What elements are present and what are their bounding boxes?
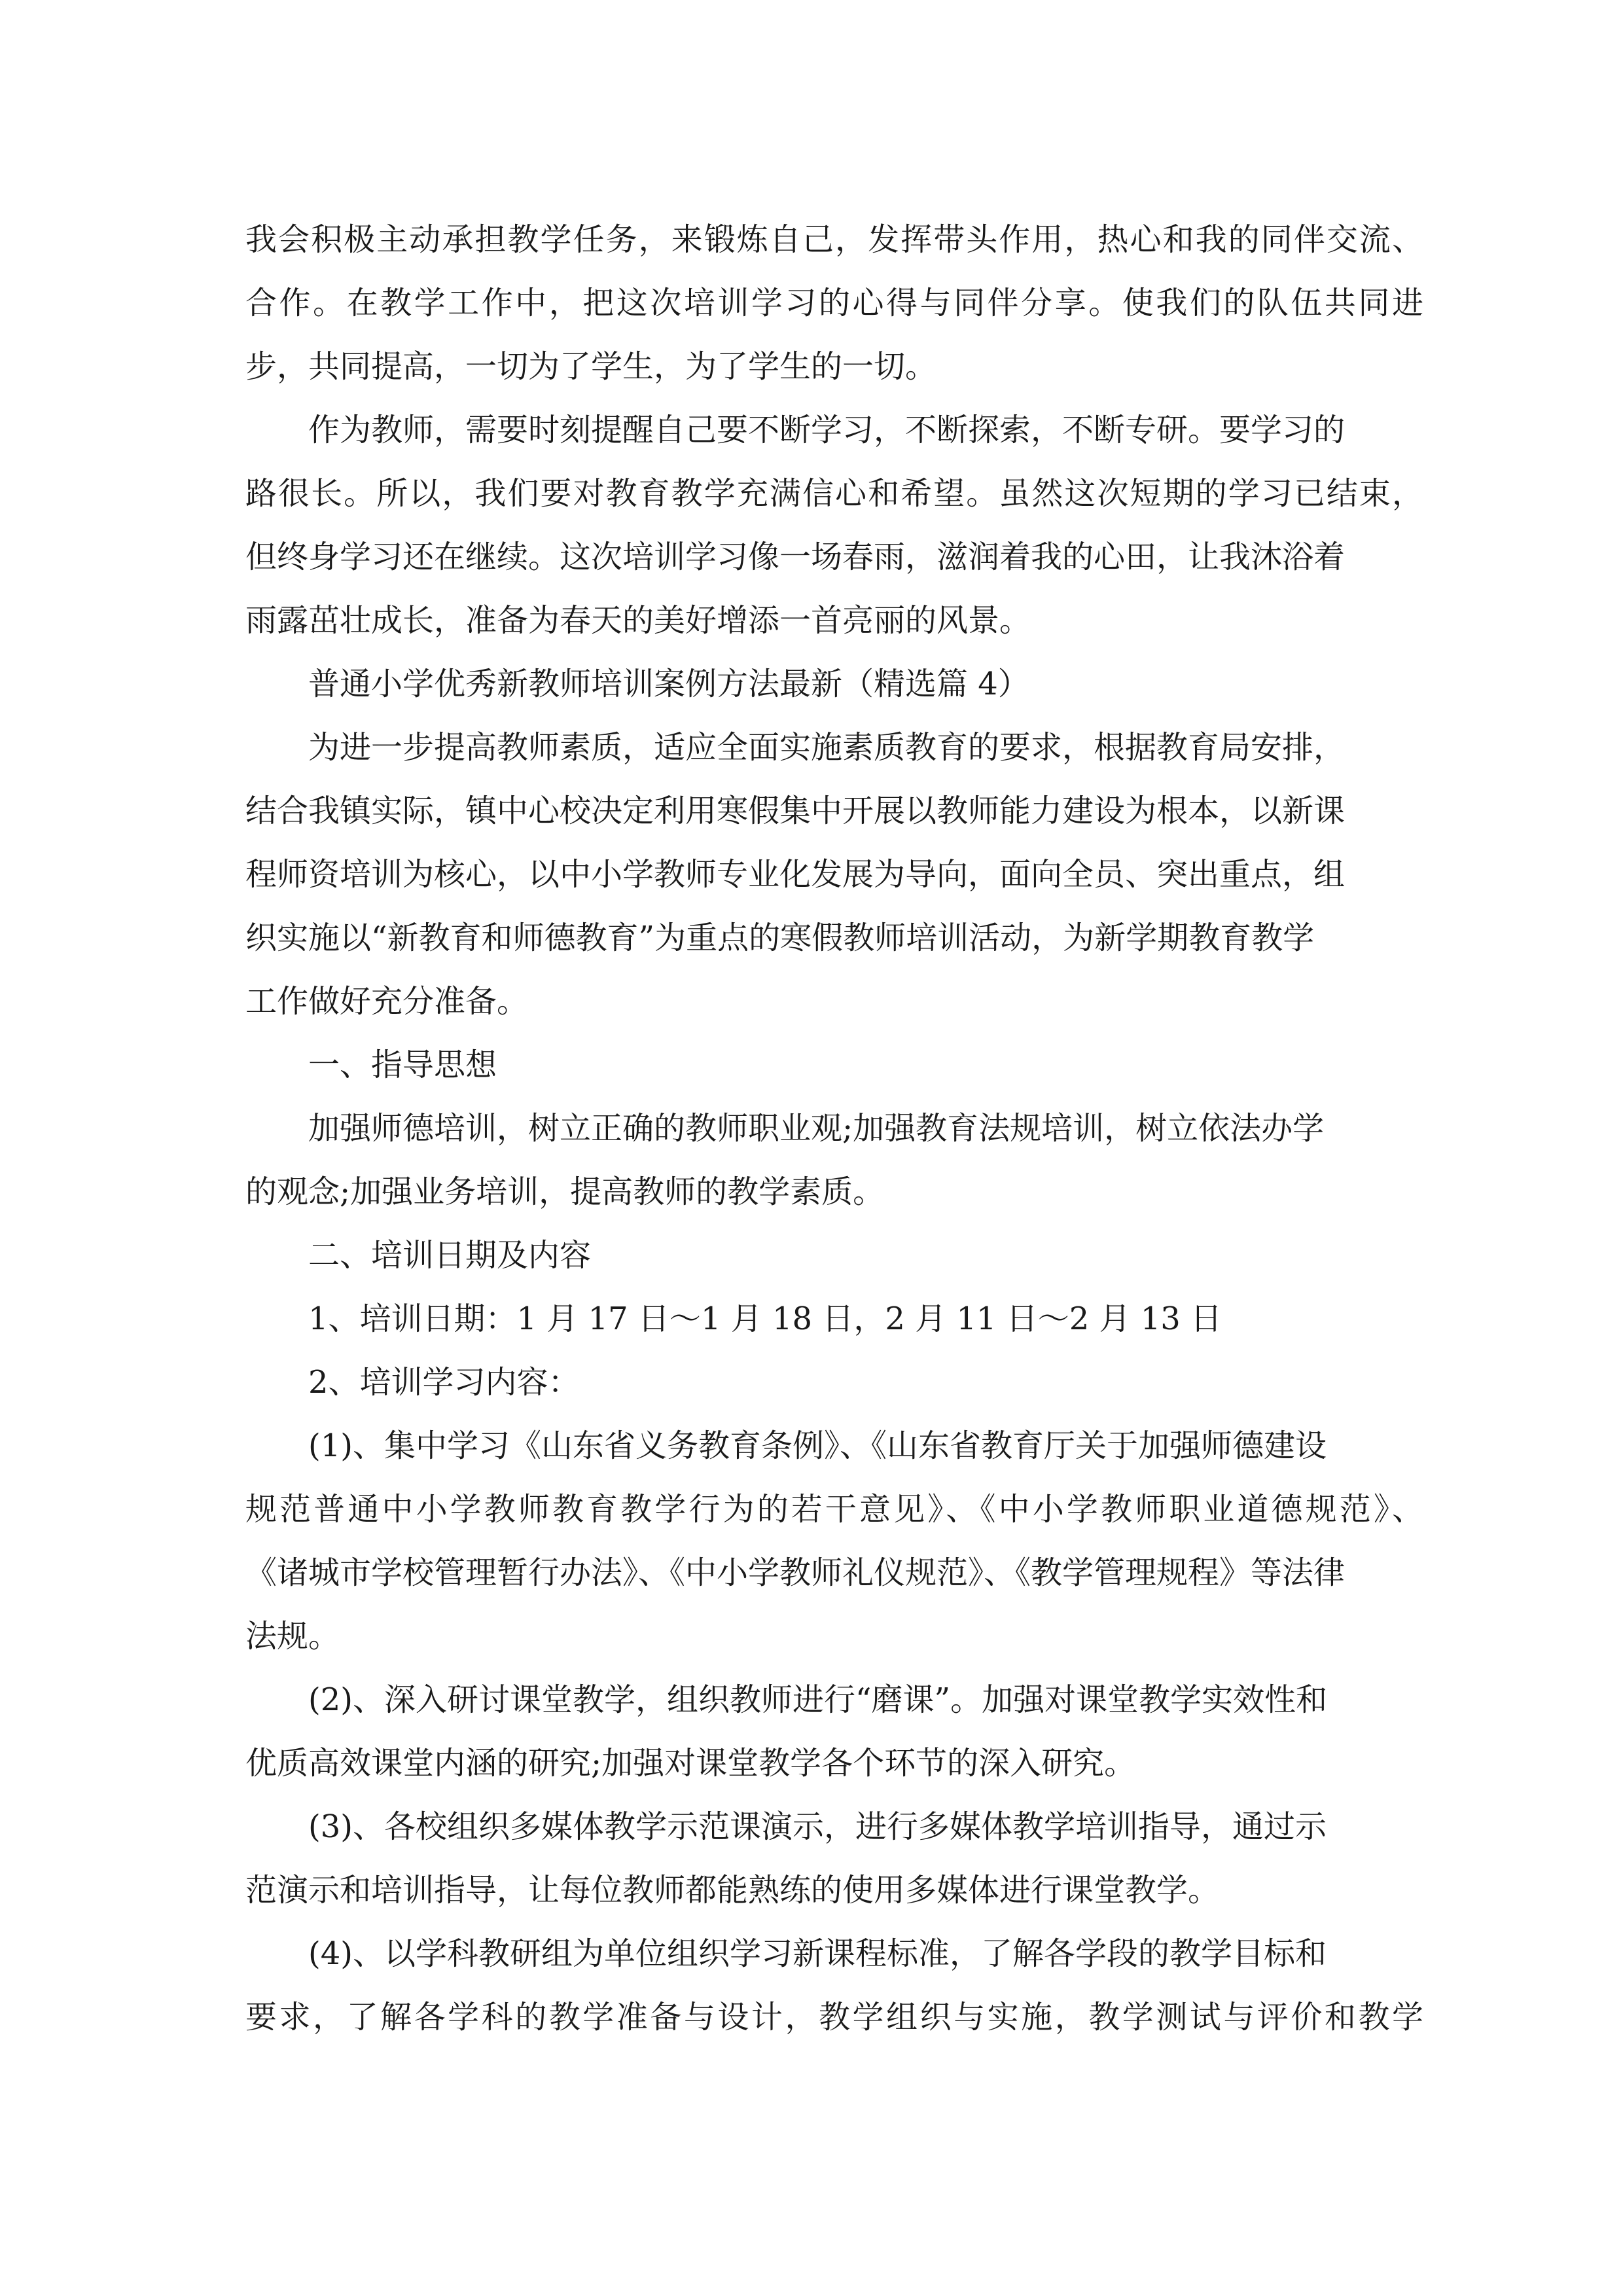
- training-content-heading: 2、培训学习内容：: [308, 1364, 580, 1401]
- text-line: 的观念;加强业务培训，提高教师的教学素质。: [245, 1174, 885, 1210]
- text-line: 规范普通中小学教师教育教学行为的若干意见》、《中小学教师职业道德规范》、: [245, 1491, 1423, 1528]
- text-line: 我会积极主动承担教学任务，来锻炼自己，发挥带头作用，热心和我的同伴交流、: [245, 221, 1423, 258]
- text-line: 程师资培训为核心，以中小学教师专业化发展为导向，面向全员、突出重点，组: [245, 856, 1346, 893]
- text-line: 结合我镇实际，镇中心校决定利用寒假集中开展以教师能力建设为根本，以新课: [245, 793, 1346, 829]
- text-line: 《诸城市学校管理暂行办法》、《中小学教师礼仪规范》、《教学管理规程》等法律: [245, 1554, 1346, 1591]
- list-item-3: (3)、各校组织多媒体教学示范课演示，进行多媒体教学培训指导，通过示: [308, 1808, 1327, 1845]
- list-item-2: (2)、深入研讨课堂教学，组织教师进行“磨课”。加强对课堂教学实效性和: [308, 1681, 1328, 1718]
- paragraph-start-line: 加强师德培训，树立正确的教师职业观;加强教育法规培训，树立依法办学: [308, 1110, 1325, 1147]
- text-line: 范演示和培训指导，让每位教师都能熟练的使用多媒体进行课堂教学。: [245, 1872, 1220, 1909]
- text-line: 路很长。所以，我们要对教育教学充满信心和希望。虽然这次短期的学习已结束，: [245, 475, 1423, 512]
- training-dates: 1、培训日期：1 月 17 日～1 月 18 日，2 月 11 日～2 月 13 日: [308, 1300, 1222, 1337]
- text-line: 优质高效课堂内涵的研究;加强对课堂教学各个环节的深入研究。: [245, 1745, 1136, 1782]
- heading-training-schedule: 二、培训日期及内容: [308, 1237, 592, 1274]
- section-title: 普通小学优秀新教师培训案例方法最新（精选篇 4）: [308, 666, 1029, 702]
- text-line: 但终身学习还在继续。这次培训学习像一场春雨，滋润着我的心田，让我沐浴着: [245, 539, 1346, 575]
- document-body: [245, 208, 1423, 2049]
- text-line: 织实施以“新教育和师德教育”为重点的寒假教师培训活动，为新学期教育教学: [245, 920, 1315, 956]
- list-item-1: (1)、集中学习《山东省义务教育条例》、《山东省教育厅关于加强师德建设: [308, 1427, 1327, 1464]
- paragraph-start-line: 为进一步提高教师素质，适应全面实施素质教育的要求，根据教育局安排，: [308, 729, 1346, 766]
- text-line: 法规。: [245, 1618, 340, 1655]
- text-line: 要求，了解各学科的教学准备与设计，教学组织与实施，教学测试与评价和教学: [245, 1999, 1423, 2036]
- text-line: 雨露茁壮成长，准备为春天的美好增添一首亮丽的风景。: [245, 602, 1031, 639]
- text-line: 工作做好充分准备。: [245, 983, 529, 1020]
- paragraph-start-line: 作为教师，需要时刻提醒自己要不断学习，不断探索，不断专研。要学习的: [308, 412, 1346, 448]
- list-item-4: (4)、以学科教研组为单位组织学习新课程标准，了解各学段的教学目标和: [308, 1935, 1327, 1972]
- text-line: 步，共同提高，一切为了学生，为了学生的一切。: [245, 348, 937, 385]
- heading-guiding-ideology: 一、指导思想: [308, 1047, 497, 1083]
- text-line: 合作。在教学工作中，把这次培训学习的心得与同伴分享。使我们的队伍共同进: [245, 285, 1423, 321]
